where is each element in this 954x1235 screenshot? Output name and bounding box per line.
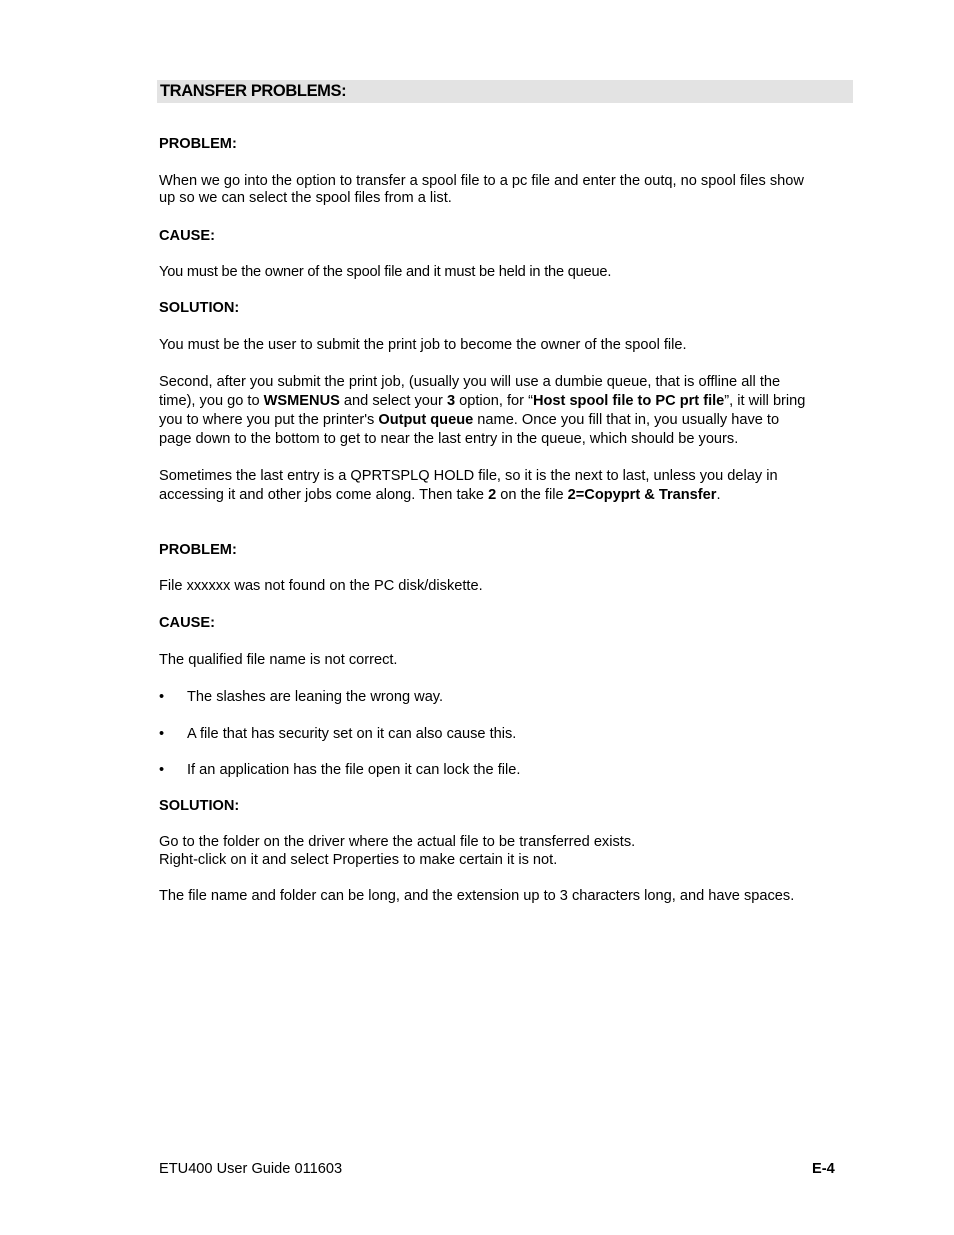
solution-paragraph: You must be the user to submit the print job to become the owner of the spool file.	[159, 337, 687, 353]
problem-heading: PROBLEM:	[159, 542, 237, 558]
problem-heading: PROBLEM:	[159, 136, 237, 152]
cause-heading: CAUSE:	[159, 615, 215, 631]
solution-heading: SOLUTION:	[159, 798, 240, 814]
option-name: Host spool file to PC prt file	[532, 393, 725, 409]
solution-text-line: Right-click on it and select Properties to make certain it is not.	[159, 852, 558, 868]
solution-paragraph-line: accessing it and other jobs come along. Then take 2 on the file 2=Copyprt & Transfer.	[159, 487, 721, 503]
section-title: TRANSFER PROBLEMS:	[160, 82, 347, 100]
solution-paragraph-line: you to where you put the printer's Output queue name. Once you fill that in, you usually have to	[159, 412, 780, 428]
menu-name: WSMENUS	[263, 393, 340, 409]
option-name: 2=Copyprt & Transfer	[567, 487, 717, 503]
solution-text-line: Go to the folder on the driver where the actual file to be transferred exists.	[159, 834, 636, 850]
cause-text: You must be the owner of the spool file and it must be held in the queue.	[159, 264, 612, 280]
list-item: The slashes are leaning the wrong way.	[187, 689, 444, 705]
bullet-icon: •	[159, 762, 165, 778]
solution-paragraph-line: page down to the bottom to get to near the last entry in the queue, which should be yours.	[159, 431, 739, 447]
solution-paragraph: The file name and folder can be long, and the extension up to 3 characters long, and have spaces.	[159, 888, 795, 904]
option-number: 3	[446, 393, 456, 409]
cause-text: The qualified file name is not correct.	[159, 652, 398, 668]
list-item: A file that has security set on it can also cause this.	[187, 726, 517, 742]
solution-heading: SOLUTION:	[159, 300, 240, 316]
problem-text-line: When we go into the option to transfer a spool file to a pc file and enter the outq, no spool files show	[159, 173, 804, 189]
section-header-bar	[157, 80, 853, 103]
problem-text: File xxxxxx was not found on the PC disk/diskette.	[159, 578, 483, 594]
bullet-icon: •	[159, 689, 165, 705]
solution-paragraph-line: Second, after you submit the print job, (usually you will use a dumbie queue, that is offline all the	[159, 374, 781, 390]
problem-text-line: up so we can select the spool files from a list.	[159, 190, 452, 206]
solution-paragraph-line: time), you go to WSMENUS and select your 3 option, for “Host spool file to PC prt file”, it will bring	[159, 393, 806, 409]
footer-page-number: E-4	[812, 1161, 835, 1177]
bullet-icon: •	[159, 726, 165, 742]
solution-paragraph-line: Sometimes the last entry is a QPRTSPLQ HOLD file, so it is the next to last, unless you delay in	[159, 468, 778, 484]
option-number: 2	[488, 487, 497, 503]
cause-heading: CAUSE:	[159, 228, 215, 244]
field-name: Output queue	[378, 412, 474, 428]
list-item: If an application has the file open it can lock the file.	[187, 762, 521, 778]
footer-document-title: ETU400 User Guide 011603	[159, 1161, 343, 1177]
